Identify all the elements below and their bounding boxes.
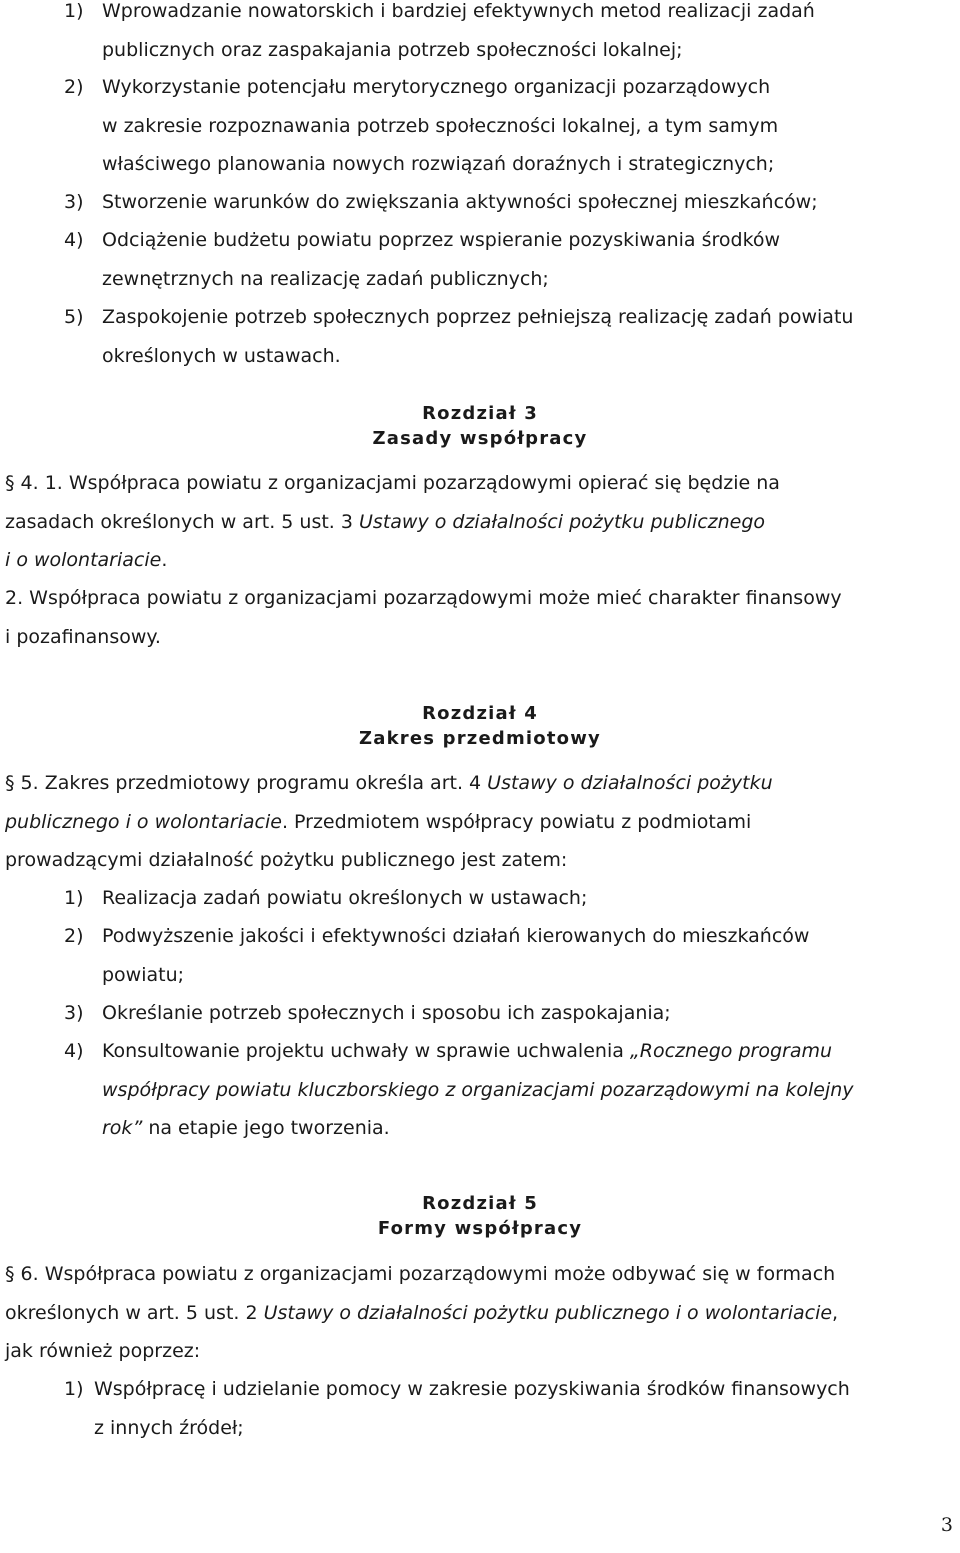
list-number: 2) bbox=[64, 76, 84, 98]
chapter-subtitle: Formy współpracy bbox=[377, 1218, 583, 1239]
paragraph: § 5. Zakres przedmiotowy programu określa art. 4 Ustawy o działalności pożytku publicznego i o wolontariacie. Przedmiotem współpracy powiatu z podmiotami prowadzącymi działalność pożytku publicznego jest zatem: bbox=[5, 772, 773, 871]
chapter-title: Rozdział 3 bbox=[422, 403, 538, 424]
list-text: Konsultowanie projektu uchwały w sprawie uchwalenia „Rocznego programu współpracy powiatu kluczborskiego z organizacjami pozarządowymi na kolejny rok” na etapie jego tworzenia. bbox=[102, 1040, 854, 1139]
chapter-title: Rozdział 5 bbox=[422, 1193, 538, 1214]
list-number: 4) bbox=[64, 229, 84, 251]
list-text: Współpracę i udzielanie pomocy w zakresie pozyskiwania środków finansowych z innych źródeł; bbox=[94, 1378, 850, 1439]
list-item bbox=[64, 221, 956, 298]
list-text: Wykorzystanie potencjału merytorycznego organizacji pozarządowych w zakresie rozpoznawania potrzeb społeczności lokalnej, a tym samym właściwego planowania nowych rozwiązań doraźnych i strategicznych; bbox=[102, 76, 779, 175]
chapter-title: Rozdział 4 bbox=[422, 703, 538, 724]
paragraph: § 6. Współpraca powiatu z organizacjami pozarządowymi może odbywać się w formach określonych w art. 5 ust. 2 Ustawy o działalności pożytku publicznego i o wolontariacie, jak również poprzez: bbox=[5, 1263, 839, 1362]
list-item bbox=[64, 183, 956, 222]
list-number: 1) bbox=[64, 887, 84, 909]
list-item bbox=[64, 68, 956, 184]
list-item bbox=[64, 1370, 956, 1447]
paragraph: 2. Współpraca powiatu z organizacjami pozarządowymi może mieć charakter finansowy i pozafinansowy. bbox=[5, 587, 842, 648]
list-number: 4) bbox=[64, 1040, 84, 1062]
list-number: 1) bbox=[64, 1378, 84, 1400]
page-number: 3 bbox=[940, 1514, 953, 1536]
list-item bbox=[64, 1032, 956, 1148]
list-item bbox=[64, 0, 956, 69]
list-number: 2) bbox=[64, 925, 84, 947]
list-text: Stworzenie warunków do zwiększania aktywności społecznej mieszkańców; bbox=[102, 191, 818, 213]
list-number: 3) bbox=[64, 191, 84, 213]
chapter-subtitle: Zakres przedmiotowy bbox=[359, 728, 601, 749]
list-number: 1) bbox=[64, 0, 84, 22]
list-text: Podwyższenie jakości i efektywności działań kierowanych do mieszkańców powiatu; bbox=[102, 925, 810, 986]
list-text: Odciążenie budżetu powiatu poprzez wspieranie pozyskiwania środków zewnętrznych na realizację zadań publicznych; bbox=[102, 229, 781, 290]
list-item bbox=[64, 879, 956, 918]
list-text: Realizacja zadań powiatu określonych w ustawach; bbox=[102, 887, 588, 909]
chapter-subtitle: Zasady współpracy bbox=[372, 428, 588, 449]
list-number: 5) bbox=[64, 306, 84, 328]
list-item bbox=[64, 994, 956, 1033]
list-text: Określanie potrzeb społecznych i sposobu ich zaspokajania; bbox=[102, 1002, 671, 1024]
paragraph: § 4. 1. Współpraca powiatu z organizacjami pozarządowymi opierać się będzie na zasadach określonych w art. 5 ust. 3 Ustawy o działalności pożytku publicznego i o wolontariacie. bbox=[5, 472, 780, 571]
list-text: Zaspokojenie potrzeb społecznych poprzez pełniejszą realizację zadań powiatu określonych w ustawach. bbox=[102, 306, 854, 367]
list-text: Wprowadzanie nowatorskich i bardziej efektywnych metod realizacji zadań publicznych oraz zaspakajania potrzeb społeczności lokalnej; bbox=[102, 0, 815, 61]
list-number: 3) bbox=[64, 1002, 84, 1024]
list-item bbox=[64, 917, 956, 994]
list-item bbox=[64, 298, 956, 375]
